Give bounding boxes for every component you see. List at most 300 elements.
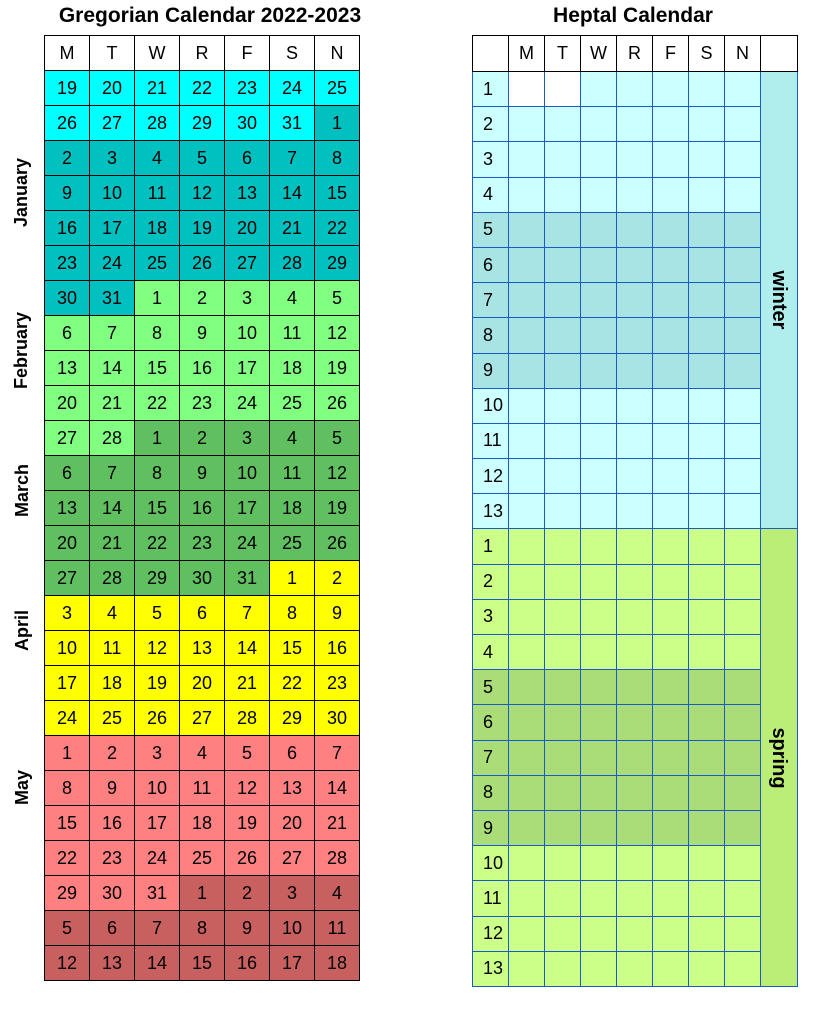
heptal-day-cell (617, 670, 653, 705)
gregorian-day-cell: 17 (225, 351, 270, 386)
gregorian-day-cell: 9 (180, 456, 225, 491)
gregorian-day-cell: 12 (315, 316, 360, 351)
gregorian-day-cell: 3 (90, 141, 135, 176)
heptal-day-cell (581, 423, 617, 458)
heptal-day-cell (509, 247, 545, 282)
heptal-day-cell (545, 740, 581, 775)
gregorian-header-row (45, 36, 360, 71)
heptal-day-cell (725, 423, 761, 458)
heptal-day-cell (581, 635, 617, 670)
gregorian-day-cell: 27 (90, 106, 135, 141)
heptal-day-cell (617, 283, 653, 318)
heptal-day-cell (689, 846, 725, 881)
gregorian-day-cell: 4 (315, 876, 360, 911)
gregorian-day-cell: 13 (90, 946, 135, 981)
heptal-day-cell (653, 318, 689, 353)
heptal-header-w: W (581, 36, 617, 72)
gregorian-day-cell: 16 (180, 491, 225, 526)
heptal-week-row (473, 881, 798, 916)
heptal-day-cell (617, 881, 653, 916)
heptal-day-cell (725, 353, 761, 388)
heptal-day-cell (617, 212, 653, 247)
heptal-header-f: F (653, 36, 689, 72)
gregorian-day-cell: 13 (270, 771, 315, 806)
heptal-day-cell (653, 72, 689, 107)
heptal-day-cell (581, 529, 617, 564)
heptal-day-cell (653, 599, 689, 634)
heptal-day-cell (581, 881, 617, 916)
gregorian-week-row (45, 771, 360, 806)
heptal-day-cell (689, 775, 725, 810)
gregorian-day-cell: 16 (90, 806, 135, 841)
gregorian-day-cell: 22 (135, 386, 180, 421)
gregorian-week-row (45, 666, 360, 701)
heptal-day-cell (509, 177, 545, 212)
gregorian-day-cell: 25 (315, 71, 360, 106)
heptal-week-row (473, 775, 798, 810)
heptal-week-number: 5 (473, 670, 509, 705)
heptal-week-number: 6 (473, 247, 509, 282)
gregorian-day-cell: 22 (315, 211, 360, 246)
gregorian-day-cell: 20 (90, 71, 135, 106)
heptal-day-cell (653, 142, 689, 177)
gregorian-day-cell: 5 (135, 596, 180, 631)
heptal-day-cell (545, 810, 581, 845)
heptal-day-cell (689, 142, 725, 177)
heptal-day-cell (725, 599, 761, 634)
heptal-day-cell (545, 283, 581, 318)
heptal-day-cell (725, 740, 761, 775)
gregorian-day-cell: 7 (225, 596, 270, 631)
gregorian-day-cell: 15 (180, 946, 225, 981)
gregorian-week-row (45, 281, 360, 316)
gregorian-day-cell: 27 (45, 421, 90, 456)
gregorian-day-cell: 12 (135, 631, 180, 666)
heptal-week-row (473, 388, 798, 423)
gregorian-week-row (45, 176, 360, 211)
heptal-week-number: 4 (473, 635, 509, 670)
heptal-day-cell (653, 494, 689, 529)
gregorian-day-cell: 2 (90, 736, 135, 771)
gregorian-day-cell: 15 (135, 351, 180, 386)
heptal-week-row (473, 916, 798, 951)
gregorian-day-cell: 14 (90, 491, 135, 526)
heptal-day-cell (509, 353, 545, 388)
gregorian-day-cell: 27 (180, 701, 225, 736)
gregorian-day-cell: 16 (315, 631, 360, 666)
gregorian-day-cell: 25 (90, 701, 135, 736)
gregorian-day-cell: 21 (90, 386, 135, 421)
gregorian-day-cell: 16 (225, 946, 270, 981)
gregorian-day-cell: 17 (90, 211, 135, 246)
heptal-day-cell (581, 670, 617, 705)
gregorian-day-cell: 19 (315, 351, 360, 386)
gregorian-week-row (45, 106, 360, 141)
heptal-day-cell (545, 247, 581, 282)
heptal-day-cell (689, 494, 725, 529)
heptal-week-number: 3 (473, 599, 509, 634)
gregorian-day-cell: 30 (90, 876, 135, 911)
heptal-day-cell (689, 177, 725, 212)
gregorian-day-cell: 24 (270, 71, 315, 106)
heptal-day-cell (581, 142, 617, 177)
heptal-day-cell (689, 247, 725, 282)
heptal-day-cell (725, 72, 761, 107)
heptal-day-cell (653, 846, 689, 881)
gregorian-day-cell: 18 (270, 351, 315, 386)
gregorian-day-cell: 8 (135, 456, 180, 491)
heptal-day-cell (509, 529, 545, 564)
month-label-text: January (11, 157, 32, 228)
heptal-day-cell (509, 599, 545, 634)
gregorian-day-cell: 12 (45, 946, 90, 981)
gregorian-day-cell: 24 (225, 386, 270, 421)
gregorian-day-cell: 9 (90, 771, 135, 806)
heptal-day-cell (581, 916, 617, 951)
gregorian-week-row (45, 491, 360, 526)
gregorian-day-cell: 24 (90, 246, 135, 281)
gregorian-day-cell: 21 (225, 666, 270, 701)
heptal-day-cell (653, 423, 689, 458)
gregorian-day-cell: 7 (90, 316, 135, 351)
gregorian-day-cell: 9 (180, 316, 225, 351)
gregorian-day-cell: 31 (225, 561, 270, 596)
gregorian-day-cell: 10 (135, 771, 180, 806)
gregorian-day-cell: 28 (90, 421, 135, 456)
gregorian-day-cell: 10 (225, 456, 270, 491)
heptal-day-cell (545, 494, 581, 529)
gregorian-day-cell: 11 (180, 771, 225, 806)
gregorian-week-row (45, 876, 360, 911)
heptal-day-cell (689, 388, 725, 423)
heptal-week-row (473, 529, 798, 564)
heptal-day-cell (581, 846, 617, 881)
heptal-day-cell (617, 318, 653, 353)
heptal-day-cell (545, 142, 581, 177)
gregorian-week-row (45, 421, 360, 456)
gregorian-day-cell: 4 (270, 281, 315, 316)
heptal-header-n: N (725, 36, 761, 72)
heptal-day-cell (617, 705, 653, 740)
gregorian-day-cell: 16 (45, 211, 90, 246)
gregorian-day-cell: 1 (45, 736, 90, 771)
gregorian-day-cell: 9 (315, 596, 360, 631)
gregorian-day-cell: 26 (45, 106, 90, 141)
gregorian-day-cell: 11 (90, 631, 135, 666)
heptal-day-cell (509, 494, 545, 529)
heptal-day-cell (509, 423, 545, 458)
gregorian-day-cell: 17 (225, 491, 270, 526)
heptal-day-cell (725, 247, 761, 282)
heptal-day-cell (653, 107, 689, 142)
heptal-day-cell (653, 810, 689, 845)
heptal-week-row (473, 107, 798, 142)
heptal-day-cell (545, 916, 581, 951)
heptal-day-cell (509, 775, 545, 810)
gregorian-day-cell: 14 (90, 351, 135, 386)
gregorian-header-t: T (90, 36, 135, 71)
gregorian-day-cell: 1 (315, 106, 360, 141)
heptal-day-cell (653, 283, 689, 318)
heptal-day-cell (617, 142, 653, 177)
heptal-week-number: 4 (473, 177, 509, 212)
heptal-day-cell (509, 564, 545, 599)
heptal-day-cell (545, 423, 581, 458)
heptal-day-cell (689, 670, 725, 705)
gregorian-day-cell: 20 (225, 211, 270, 246)
gregorian-day-cell: 16 (180, 351, 225, 386)
gregorian-day-cell: 14 (225, 631, 270, 666)
gregorian-day-cell: 9 (225, 911, 270, 946)
heptal-day-cell (725, 810, 761, 845)
heptal-day-cell (509, 881, 545, 916)
heptal-day-cell (689, 212, 725, 247)
gregorian-day-cell: 2 (315, 561, 360, 596)
gregorian-day-cell: 26 (225, 841, 270, 876)
gregorian-day-cell: 24 (45, 701, 90, 736)
gregorian-day-cell: 5 (315, 421, 360, 456)
heptal-day-cell (653, 740, 689, 775)
heptal-day-cell (545, 599, 581, 634)
gregorian-day-cell: 10 (90, 176, 135, 211)
gregorian-day-cell: 17 (270, 946, 315, 981)
gregorian-day-cell: 3 (225, 421, 270, 456)
month-label-text: April (11, 609, 32, 651)
gregorian-day-cell: 4 (135, 141, 180, 176)
heptal-day-cell (545, 107, 581, 142)
gregorian-day-cell: 25 (180, 841, 225, 876)
gregorian-day-cell: 22 (270, 666, 315, 701)
gregorian-day-cell: 5 (315, 281, 360, 316)
heptal-day-cell (617, 599, 653, 634)
heptal-day-cell (545, 72, 581, 107)
heptal-day-cell (581, 775, 617, 810)
heptal-day-cell (617, 846, 653, 881)
heptal-week-row (473, 353, 798, 388)
gregorian-day-cell: 12 (225, 771, 270, 806)
gregorian-day-cell: 24 (135, 841, 180, 876)
heptal-day-cell (545, 318, 581, 353)
gregorian-day-cell: 5 (225, 736, 270, 771)
heptal-day-cell (725, 881, 761, 916)
gregorian-day-cell: 3 (270, 876, 315, 911)
gregorian-day-cell: 26 (315, 386, 360, 421)
heptal-week-row (473, 740, 798, 775)
heptal-day-cell (725, 670, 761, 705)
gregorian-day-cell: 15 (315, 176, 360, 211)
heptal-day-cell (689, 318, 725, 353)
gregorian-day-cell: 11 (270, 316, 315, 351)
heptal-day-cell (509, 142, 545, 177)
gregorian-day-cell: 20 (45, 526, 90, 561)
gregorian-day-cell: 14 (270, 176, 315, 211)
gregorian-day-cell: 3 (135, 736, 180, 771)
heptal-day-cell (653, 775, 689, 810)
gregorian-day-cell: 7 (270, 141, 315, 176)
heptal-day-cell (617, 529, 653, 564)
heptal-week-row (473, 635, 798, 670)
gregorian-day-cell: 19 (135, 666, 180, 701)
heptal-week-row (473, 951, 798, 986)
heptal-day-cell (581, 72, 617, 107)
gregorian-week-row (45, 351, 360, 386)
heptal-day-cell (581, 810, 617, 845)
heptal-day-cell (653, 916, 689, 951)
gregorian-day-cell: 6 (225, 141, 270, 176)
heptal-day-cell (689, 635, 725, 670)
gregorian-day-cell: 6 (270, 736, 315, 771)
gregorian-day-cell: 18 (90, 666, 135, 701)
heptal-day-cell (689, 529, 725, 564)
heptal-week-row (473, 318, 798, 353)
heptal-day-cell (653, 705, 689, 740)
heptal-day-cell (509, 740, 545, 775)
heptal-day-cell (653, 212, 689, 247)
gregorian-week-row (45, 631, 360, 666)
gregorian-header-m: M (45, 36, 90, 71)
heptal-day-cell (617, 353, 653, 388)
heptal-day-cell (545, 635, 581, 670)
heptal-week-number: 9 (473, 353, 509, 388)
heptal-week-row (473, 423, 798, 458)
gregorian-day-cell: 1 (135, 281, 180, 316)
heptal-week-row (473, 670, 798, 705)
gregorian-day-cell: 31 (135, 876, 180, 911)
season-label-winter: winter (761, 72, 798, 529)
heptal-day-cell (653, 881, 689, 916)
gregorian-day-cell: 5 (45, 911, 90, 946)
heptal-day-cell (617, 388, 653, 423)
heptal-day-cell (725, 951, 761, 986)
heptal-day-cell (545, 529, 581, 564)
heptal-week-number: 12 (473, 459, 509, 494)
gregorian-day-cell: 27 (225, 246, 270, 281)
gregorian-day-cell: 27 (270, 841, 315, 876)
heptal-day-cell (653, 951, 689, 986)
heptal-week-number: 10 (473, 388, 509, 423)
heptal-day-cell (509, 212, 545, 247)
gregorian-day-cell: 26 (180, 246, 225, 281)
gregorian-day-cell: 21 (270, 211, 315, 246)
gregorian-day-cell: 13 (45, 351, 90, 386)
gregorian-day-cell: 28 (315, 841, 360, 876)
heptal-day-cell (581, 107, 617, 142)
gregorian-week-row (45, 456, 360, 491)
heptal-day-cell (653, 459, 689, 494)
heptal-day-cell (581, 599, 617, 634)
heptal-day-cell (689, 107, 725, 142)
heptal-day-cell (689, 881, 725, 916)
heptal-day-cell (509, 951, 545, 986)
heptal-day-cell (545, 459, 581, 494)
gregorian-day-cell: 18 (180, 806, 225, 841)
gregorian-day-cell: 2 (225, 876, 270, 911)
heptal-day-cell (581, 951, 617, 986)
heptal-day-cell (509, 388, 545, 423)
heptal-week-row (473, 247, 798, 282)
heptal-day-cell (545, 775, 581, 810)
heptal-week-row (473, 564, 798, 599)
gregorian-day-cell: 24 (225, 526, 270, 561)
gregorian-day-cell: 8 (135, 316, 180, 351)
gregorian-day-cell: 8 (180, 911, 225, 946)
heptal-day-cell (509, 846, 545, 881)
heptal-day-cell (653, 388, 689, 423)
heptal-header-s: S (689, 36, 725, 72)
heptal-header-season-col (761, 36, 798, 72)
gregorian-week-row (45, 911, 360, 946)
gregorian-day-cell: 1 (180, 876, 225, 911)
gregorian-week-row (45, 246, 360, 281)
heptal-week-row (473, 846, 798, 881)
gregorian-week-row (45, 841, 360, 876)
gregorian-day-cell: 12 (315, 456, 360, 491)
heptal-day-cell (689, 423, 725, 458)
gregorian-day-cell: 19 (225, 806, 270, 841)
heptal-day-cell (581, 564, 617, 599)
heptal-day-cell (725, 775, 761, 810)
gregorian-day-cell: 29 (135, 561, 180, 596)
gregorian-header-f: F (225, 36, 270, 71)
gregorian-day-cell: 26 (135, 701, 180, 736)
gregorian-day-cell: 30 (180, 561, 225, 596)
heptal-day-cell (509, 670, 545, 705)
heptal-week-row (473, 459, 798, 494)
gregorian-day-cell: 28 (270, 246, 315, 281)
gregorian-day-cell: 10 (270, 911, 315, 946)
gregorian-day-cell: 14 (315, 771, 360, 806)
gregorian-header-r: R (180, 36, 225, 71)
heptal-day-cell (725, 212, 761, 247)
gregorian-day-cell: 4 (180, 736, 225, 771)
gregorian-day-cell: 8 (45, 771, 90, 806)
heptal-day-cell (689, 810, 725, 845)
gregorian-day-cell: 8 (315, 141, 360, 176)
heptal-day-cell (509, 283, 545, 318)
heptal-day-cell (581, 212, 617, 247)
heptal-day-cell (617, 951, 653, 986)
heptal-day-cell (725, 564, 761, 599)
heptal-week-row (473, 283, 798, 318)
heptal-day-cell (545, 846, 581, 881)
gregorian-day-cell: 15 (45, 806, 90, 841)
gregorian-day-cell: 22 (45, 841, 90, 876)
gregorian-day-cell: 30 (45, 281, 90, 316)
heptal-day-cell (509, 72, 545, 107)
heptal-day-cell (581, 740, 617, 775)
heptal-header-r: R (617, 36, 653, 72)
heptal-day-cell (653, 353, 689, 388)
heptal-day-cell (725, 459, 761, 494)
gregorian-day-cell: 13 (45, 491, 90, 526)
heptal-week-row (473, 177, 798, 212)
gregorian-week-row (45, 141, 360, 176)
season-label-spring: spring (761, 529, 798, 986)
gregorian-day-cell: 29 (270, 701, 315, 736)
gregorian-day-cell: 23 (315, 666, 360, 701)
heptal-day-cell (545, 353, 581, 388)
heptal-header-m: M (509, 36, 545, 72)
heptal-header-row (473, 36, 798, 72)
gregorian-day-cell: 21 (90, 526, 135, 561)
gregorian-day-cell: 1 (270, 561, 315, 596)
heptal-day-cell (617, 107, 653, 142)
heptal-day-cell (725, 107, 761, 142)
heptal-day-cell (653, 670, 689, 705)
heptal-week-number: 11 (473, 423, 509, 458)
gregorian-day-cell: 15 (135, 491, 180, 526)
gregorian-day-cell: 20 (270, 806, 315, 841)
